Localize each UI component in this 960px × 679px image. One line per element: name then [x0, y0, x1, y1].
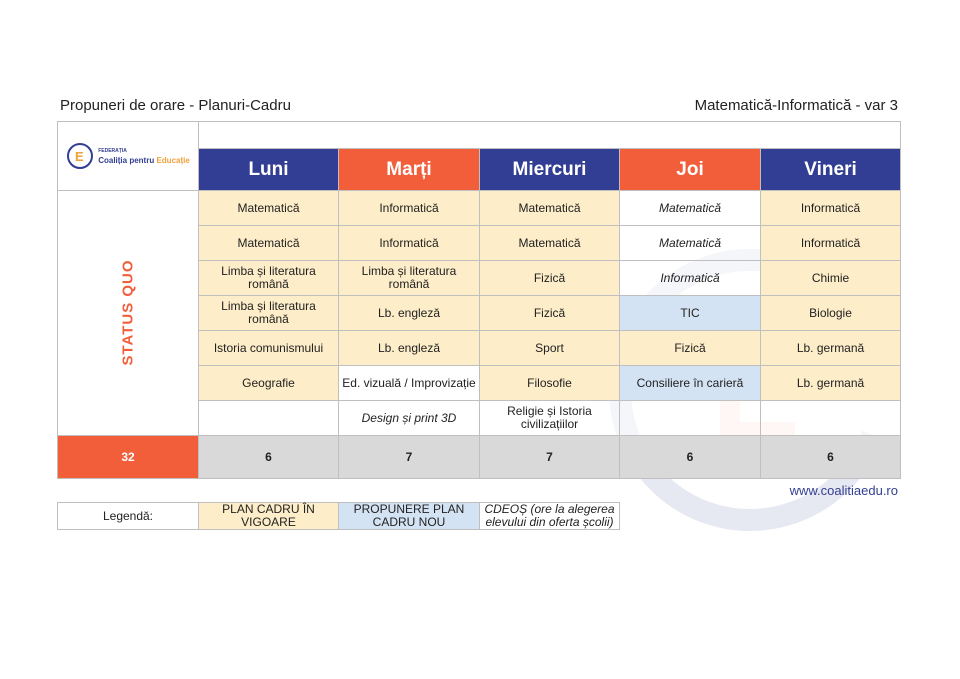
subject-cell: Fizică	[480, 261, 620, 296]
subject-cell: Design și print 3D	[339, 401, 480, 436]
subject-cell: Lb. germană	[761, 331, 901, 366]
subject-cell	[620, 401, 761, 436]
totals-row	[58, 436, 901, 479]
page-title-right: Matematică-Informatică - var 3	[694, 97, 898, 114]
legend-table	[57, 502, 620, 530]
legend-label: Legendă:	[58, 503, 199, 530]
timetable	[57, 121, 901, 479]
subject-cell: Informatică	[620, 261, 761, 296]
subject-cell: Matematică	[620, 191, 761, 226]
logo-federatia: FEDERAȚIA	[98, 148, 127, 154]
subject-cell: Matematică	[199, 226, 339, 261]
status-quo-label: STATUS QUO	[119, 259, 137, 366]
subject-cell: Informatică	[761, 191, 901, 226]
logo-cell	[58, 122, 199, 191]
legend-item: PROPUNERE PLAN CADRU NOU	[339, 503, 480, 530]
subject-cell: Fizică	[480, 296, 620, 331]
subject-cell: Matematică	[620, 226, 761, 261]
subject-cell: Istoria comunismului	[199, 331, 339, 366]
legend-item: PLAN CADRU ÎN VIGOARE	[199, 503, 339, 530]
day-header-1: Marți	[339, 149, 480, 191]
subject-cell: Lb. engleză	[339, 331, 480, 366]
table-row	[58, 191, 901, 226]
subject-cell: TIC	[620, 296, 761, 331]
day-total-cell: 6	[199, 436, 339, 479]
day-header-3: Joi	[620, 149, 761, 191]
subject-cell: Matematică	[480, 191, 620, 226]
website-link[interactable]: www.coalitiaedu.ro	[789, 483, 898, 498]
subject-cell: Lb. germană	[761, 366, 901, 401]
coalitia-e-icon	[66, 142, 94, 170]
header-spacer	[199, 122, 901, 149]
day-header-4: Vineri	[761, 149, 901, 191]
svg-text:E: E	[75, 149, 84, 164]
day-total-cell: 7	[480, 436, 620, 479]
subject-cell: Matematică	[199, 191, 339, 226]
subject-cell: Chimie	[761, 261, 901, 296]
logo-name: Coaliția pentru	[98, 156, 155, 165]
subject-cell: Matematică	[480, 226, 620, 261]
subject-cell: Limba și literatura română	[199, 261, 339, 296]
subject-cell: Lb. engleză	[339, 296, 480, 331]
logo-accent: Educație	[156, 156, 190, 165]
legend-item: CDEOȘ (ore la alegerea elevului din oferta școlii)	[480, 503, 620, 530]
total-hours-cell: 32	[58, 436, 199, 479]
page-title-left: Propuneri de orare - Planuri-Cadru	[60, 97, 291, 114]
subject-cell	[199, 401, 339, 436]
day-header-2: Miercuri	[480, 149, 620, 191]
day-total-cell: 7	[339, 436, 480, 479]
subject-cell: Filosofie	[480, 366, 620, 401]
subject-cell: Religie și Istoria civilizațiilor	[480, 401, 620, 436]
subject-cell: Informatică	[339, 191, 480, 226]
subject-cell: Geografie	[199, 366, 339, 401]
coalitia-logo	[61, 142, 195, 170]
subject-cell: Consiliere în carieră	[620, 366, 761, 401]
day-total-cell: 6	[761, 436, 901, 479]
subject-cell	[761, 401, 901, 436]
subject-cell: Informatică	[339, 226, 480, 261]
subject-cell: Informatică	[761, 226, 901, 261]
day-total-cell: 6	[620, 436, 761, 479]
subject-cell: Ed. vizuală / Improvizație	[339, 366, 480, 401]
subject-cell: Sport	[480, 331, 620, 366]
subject-cell: Limba și literatura română	[199, 296, 339, 331]
subject-cell: Biologie	[761, 296, 901, 331]
day-header-0: Luni	[199, 149, 339, 191]
status-quo-cell	[58, 191, 199, 436]
subject-cell: Limba și literatura română	[339, 261, 480, 296]
subject-cell: Fizică	[620, 331, 761, 366]
